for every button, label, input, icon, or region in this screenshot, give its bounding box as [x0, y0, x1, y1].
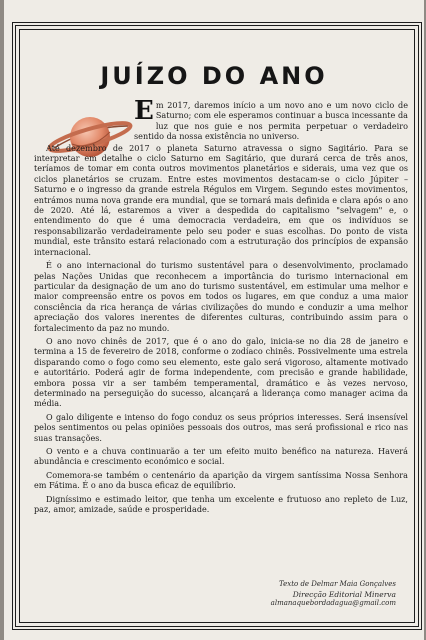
- contact-email: almanaquebordadagua@gmail.com: [270, 599, 396, 607]
- article-body: [34, 96, 408, 516]
- paragraph: O ano novo chinês de 2017, que é o ano do galo, inicia-se no dia 28 de janeiro e termina a 15 de fevereiro de 2018, conforme o zodíaco chinês. Possivelmente uma estrela disparando como o fogo como seu elemento, este galo será vigoroso, altamente motivado e autoritário. Poderá agir de forma independente, com precisão e grande habilidade, embora possa vir a ser também temperamental, dramático e às vezes nervoso, determinado na perseguição do sucesso, alcançará a liderança como manager acima da média.: [34, 335, 408, 409]
- credits: [271, 580, 396, 609]
- almanac-page: [4, 0, 424, 640]
- paragraph: O vento e a chuva continuarão a ter um efeito muito benéfico na natureza. Haverá abundância e crescimento económico e social.: [34, 446, 408, 467]
- page-title: JUÍZO DO ANO: [100, 62, 328, 90]
- paragraph: O galo diligente e intenso do fogo conduz os seus próprios interesses. Será insensível pelos sentimentos ou pelas opiniões pessoais dos outros, mas será profissional e rico nas suas transações.: [34, 411, 408, 443]
- paragraph-intro: Em 2017, daremos início a um novo ano e um novo ciclo de Saturno; com ele esperamos continuar a busca incessante da luz que nos guie e nos permita perpetuar o verdadeiro sentido da nossa existência no universo.: [134, 96, 408, 142]
- paragraph: Até dezembro de 2017 o planeta Saturno atravessa o signo Sagitário. Para se interpretar em detalhe o ciclo Saturno em Sagitário, que durará cerca de três anos, teríamos de tomar em conta outros movimentos planetários e siderais, uma vez que os ciclos planetários se cruzam. Entre estes movimentos destacam-se o ciclo Júpiter – Saturno e o ingresso da grande estrela Régulos em Virgem. Segundo estes movimentos, entrámos numa nova grande era mundial, que se tornará mais definida e clara após o ano de 2020. Até lá, estaremos a viver a despedida do capitalismo "selvagem" e, o entendimento do que é uma democracia verdadeira, em que os indivíduos se responsabilizarão verdadeiramente pelo seu poder e suas escolhas. Do ponto de vista mundial, este trânsito estará relacionado com a estruturação dos princípios de expansão internacional.: [34, 142, 408, 257]
- paragraph: Digníssimo e estimado leitor, que tenha um excelente e frutuoso ano repleto de Luz, paz, amor, amizade, saúde e prosperidade.: [34, 493, 408, 515]
- editor-credit: Direcção Editorial Minerva: [292, 589, 396, 599]
- paragraph: É o ano internacional do turismo sustentável para o desenvolvimento, proclamado pelas Nações Unidas que reconhecem a importância do turismo internacional em particular da designação de um ano do turismo sustentável, em estimular uma melhor e maior compreensão entre os povos em todos os lugares, em que conduz a uma maior consciência da rica herança de várias civilizações do mundo e conduzir a uma melhor apreciação dos valores inerentes de diferentes culturas, contribuindo assim para o fortalecimento da paz no mundo.: [34, 260, 408, 333]
- paragraph: Comemora-se também o centenário da aparição da virgem santíssima Nossa Senhora em Fátima. É o ano da busca eficaz de equilíbrio.: [34, 469, 408, 491]
- author-credit: Texto de Delmar Maia Gonçalves: [278, 580, 396, 588]
- dropcap: E: [134, 96, 154, 126]
